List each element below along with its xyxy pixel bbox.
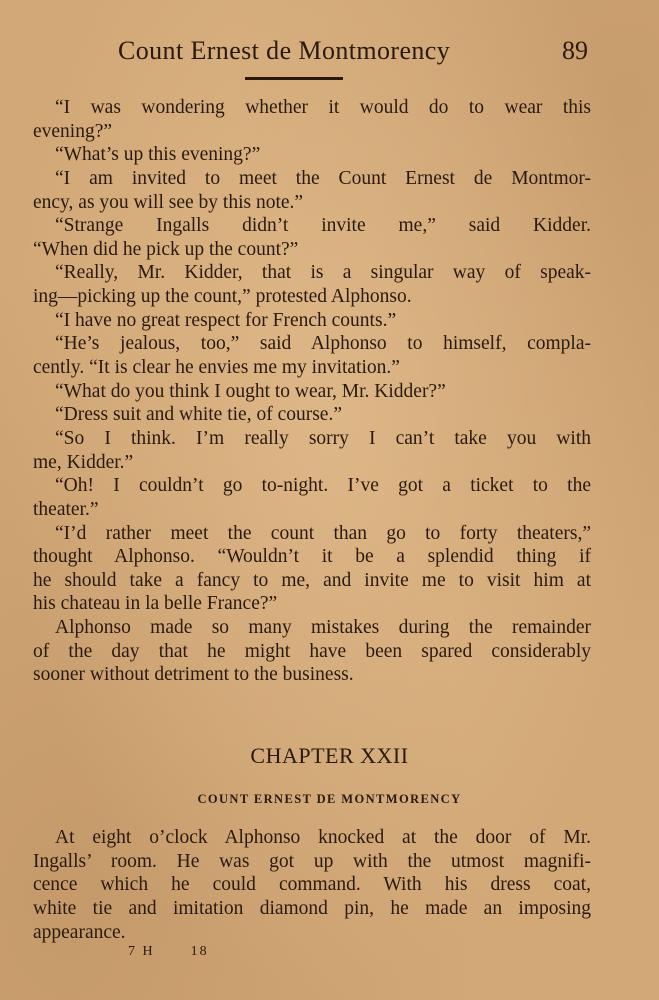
text-line: “I’d rather meet the count than go to forty theaters,” (55, 522, 591, 544)
page-number: 89 (562, 36, 588, 65)
header-rule (245, 77, 343, 80)
text-line: his chateau in la belle France?” (33, 593, 278, 615)
signature-letter: 7 H (128, 944, 155, 959)
text-line: he should take a fancy to me, and invite me to visit him at (33, 569, 591, 591)
text-line: appearance. (33, 921, 126, 943)
text-line: white tie and imitation diamond pin, he made an imposing (33, 897, 591, 919)
running-head (118, 36, 618, 70)
text-line: of the day that he might have been spared considerably (33, 640, 591, 662)
chapter-text (33, 826, 591, 944)
text-line: cence which he could command. With his dress coat, (33, 874, 591, 896)
text-line: “So I think. I’m really sorry I can’t take you with (55, 427, 591, 449)
text-line: Ingalls’ room. He was got up with the utmost magnifi- (33, 850, 591, 872)
text-line: “Strange Ingalls didn’t invite me,” said Kidder. (55, 215, 591, 237)
text-line: “Really, Mr. Kidder, that is a singular way of speak- (55, 262, 591, 284)
text-line: “Dress suit and white tie, of course.” (55, 404, 342, 426)
text-line: sooner without detriment to the business. (33, 664, 354, 686)
text-line: “I have no great respect for French counts.” (55, 309, 397, 331)
chapter-subtitle: COUNT ERNEST DE MONTMORENCY (197, 792, 462, 806)
running-title: Count Ernest de Montmorency (118, 36, 451, 65)
signature-number: 18 (190, 944, 209, 959)
chapter-heading: CHAPTER XXII (250, 743, 409, 768)
text-line: “What’s up this evening?” (55, 144, 261, 166)
text-line: At eight o’clock Alphonso knocked at the door of Mr. (55, 827, 591, 848)
text-line: evening?” (33, 120, 113, 142)
signature-mark (128, 944, 209, 960)
text-line: “Oh! I couldn’t go to-night. I’ve got a ticket to the (55, 475, 591, 497)
text-line: cently. “It is clear he envies me my invitation.” (33, 357, 400, 379)
text-line: “I was wondering whether it would do to wear this (55, 97, 591, 118)
text-line: theater.” (33, 498, 99, 520)
text-line: “When did he pick up the count?” (33, 238, 299, 260)
text-line: ing—picking up the count,” protested Alphonso. (33, 286, 412, 308)
text-line: me, Kidder.” (33, 451, 134, 473)
text-line: “He’s jealous, too,” said Alphonso to himself, compla- (55, 333, 591, 355)
text-line: “What do you think I ought to wear, Mr. Kidder?” (55, 380, 446, 402)
text-line: “I am invited to meet the Count Ernest de Montmor- (55, 167, 591, 189)
text-line: Alphonso made so many mistakes during the remainder (55, 617, 591, 639)
text-line: ency, as you will see by this note.” (33, 191, 304, 213)
body-text (33, 96, 591, 687)
text-line: thought Alphonso. “Wouldn’t it be a splendid thing if (33, 546, 591, 568)
